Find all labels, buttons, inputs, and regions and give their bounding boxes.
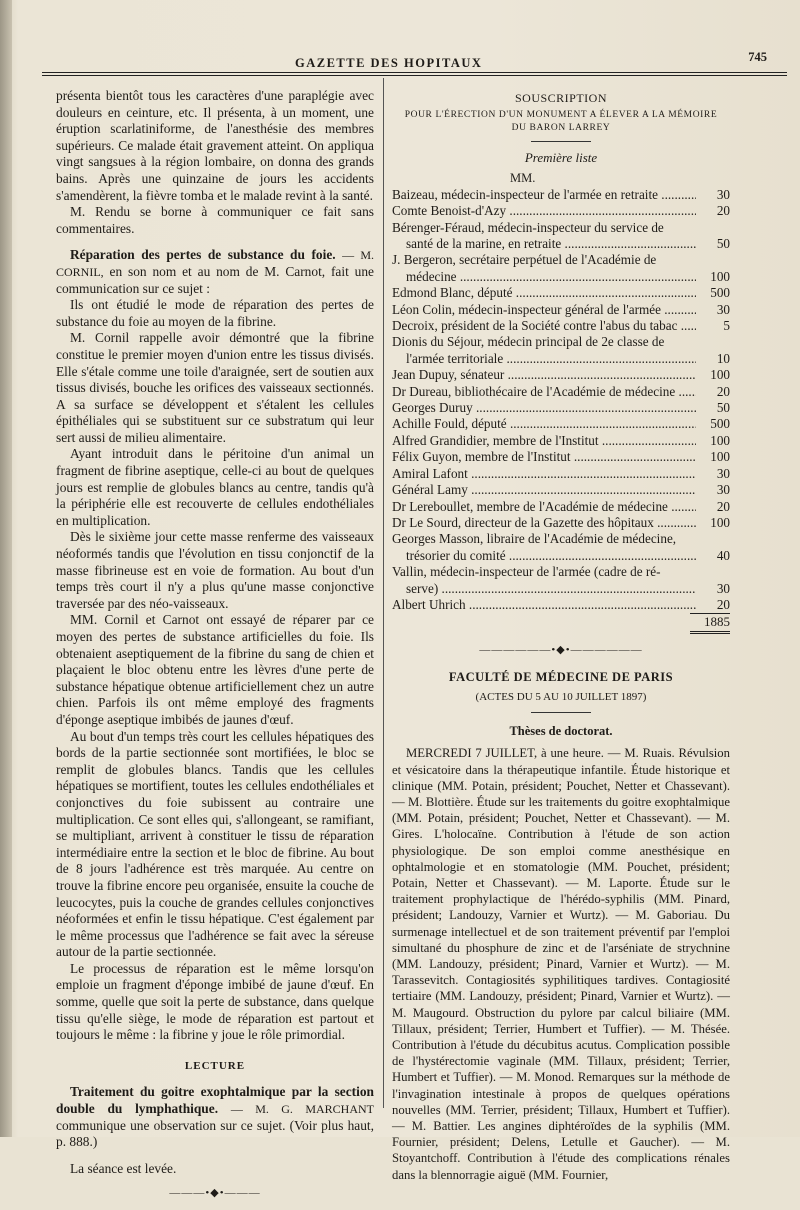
subscriber-name: J. Bergeron, secrétaire perpétuel de l'Académie de: [392, 252, 657, 268]
subscriber-row: [392, 384, 730, 400]
subscriber-amount: 30: [716, 482, 730, 498]
subscriber-amount: 30: [716, 186, 730, 202]
subscriber-name: Vallin, médecin-inspecteur de l'armée (cadre de ré-: [392, 564, 661, 580]
ornament-divider: ——————•◆•——————: [479, 643, 643, 656]
total-amount: 1885: [690, 613, 730, 634]
paragraph: Le processus de réparation est le même lorsqu'on emploie un fragment d'éponge imbibé de jaune d'œuf. En somme, quelle que soit la perte de substance, dans quelque tissu qu'elle siège, le mode de réparation est partout et toujours le même : la fibrine y joue le rôle primordial.: [56, 960, 374, 1043]
subscriber-name: Dionis du Séjour, médecin principal de 2e classe de: [392, 334, 665, 350]
subscriber-row: [392, 597, 730, 613]
paragraph: MM. Cornil et Carnot ont essayé de réparer par ce moyen des pertes de substance artificielles du foie. Ils obtenaient aseptiquement de la fibrine du sang de chien et plaçaient le bloc obtenu entre les lèvres d'une perte de substance hépatique obtenue artificiellement chez un autre chien. Parfois ils ont même employé des fragments d'éponge aseptique imbibés de jaunes d'œuf.: [56, 612, 374, 727]
subscriber-name: Général Lamy .....: [392, 482, 696, 498]
paragraph: La séance est levée.: [70, 1160, 177, 1176]
subscriber-row: [392, 400, 730, 416]
subscriber-row: [392, 564, 730, 580]
paragraph: Ils ont étudié le mode de réparation des pertes de substance du foie au moyen de la fibrine.: [56, 297, 374, 329]
page-number: 745: [748, 50, 767, 64]
subscriber-name-continued: l'armée territoriale .....: [406, 351, 696, 367]
subscriber-row: [392, 285, 730, 301]
subscriber-name: Félix Guyon, membre de l'Institut .....: [392, 449, 696, 465]
subscriber-amount: 10: [716, 350, 730, 366]
subscriber-amount: 5: [723, 318, 730, 334]
subscriber-row-continued: [392, 351, 730, 367]
subscriber-row: [392, 252, 730, 268]
subscriber-row-continued: [392, 548, 730, 564]
subscriber-amount: 20: [716, 383, 730, 399]
subscriber-list: [392, 187, 730, 614]
souscription-subtitle: POUR L'ÉRECTION D'UN MONUMENT A ÉLEVER A LA MÉMOIRE: [404, 109, 718, 120]
faculte-title: FACULTÉ DE MÉDECINE DE PARIS: [448, 669, 674, 684]
subscriber-row: [392, 318, 730, 334]
mm-label: MM.: [510, 171, 536, 186]
short-rule: [531, 712, 591, 713]
subscriber-name-continued: trésorier du comité .....: [406, 548, 696, 564]
subscriber-name: Jean Dupuy, sénateur .....: [392, 367, 696, 383]
subscriber-amount: 100: [710, 449, 730, 465]
page-binding-edge: [0, 0, 12, 1137]
subscriber-amount: 500: [710, 285, 730, 301]
header-rule: [42, 72, 787, 73]
subscriber-name: Decroix, président de la Société contre l'abus du tabac .....: [392, 318, 696, 334]
journal-title: GAZETTE DES HOPITAUX: [295, 56, 483, 70]
subscriber-name: Bérenger-Féraud, médecin-inspecteur du service de: [392, 219, 664, 235]
subscriber-row: [392, 220, 730, 236]
total-row: [392, 613, 730, 634]
souscription-subtitle-2: DU BARON LARREY: [511, 122, 611, 133]
section-heading-reparation: [56, 247, 374, 297]
subscriber-name: Dr Lereboullet, membre de l'Académie de médecine .....: [392, 499, 696, 515]
heading-author: — M. CORNIL,: [56, 248, 375, 279]
subscriber-row-continued: [392, 581, 730, 597]
right-column: [392, 90, 730, 1183]
subscriber-row: [392, 482, 730, 498]
subscriber-amount: 30: [716, 580, 730, 596]
subscriber-amount: 500: [710, 416, 730, 432]
souscription-title: SOUSCRIPTION: [514, 91, 607, 105]
theses-heading: Thèses de doctorat.: [509, 723, 613, 738]
subscriber-name: Georges Duruy .....: [392, 400, 696, 416]
ornament-divider: ———•◆•———: [169, 1187, 261, 1200]
subscriber-name: Dr Dureau, bibliothécaire de l'Académie de médecine .....: [392, 384, 696, 400]
subscriber-row: [392, 203, 730, 219]
subscriber-name: Alfred Grandidier, membre de l'Institut .....: [392, 433, 696, 449]
paragraph: M. Cornil rappelle avoir démontré que la fibrine constitue le premier moyen d'union entre les tissus divisés. Elle s'étale comme une toile d'araignée, sert de soutien aux tissus divisés, bouche les orifices des vaisseaux sectionnés. A sa surface se développent et s'étalent les cellules épithéliales qui se substituent sur ce substratum qui leur sert aussi de milieu alimentaire.: [56, 330, 374, 445]
paragraph: présenta bientôt tous les caractères d'une paraplégie avec douleurs en ceinture, etc. Il présenta, à un moment, une éruption scarlatiniforme, de l'anesthésie des membres supérieurs. Ce malade était gravement atteint. On appliqua vingt sangsues à la région lombaire, on donna des grands bains. Après une quinzaine de jours les accidents s'amendèrent, la fièvre tomba et le malade revint à la santé.: [56, 88, 374, 203]
subscriber-row: [392, 515, 730, 531]
paragraph: M. Rendu se borne à communiquer ce fait sans commentaires.: [56, 204, 374, 236]
subscriber-amount: 50: [716, 236, 730, 251]
paragraph: Dès le sixième jour cette masse renferme des vaisseaux néoformés tandis que l'évolution en tissu conjonctif de la masse fibrineuse est en voie de formation. Au bout d'un temps très court il n'y a plus qu'une masse conjonctive traversée par des néo-vaisseaux.: [56, 529, 374, 611]
subscriber-name-continued: serve) .....: [406, 581, 696, 597]
subscriber-amount: 100: [710, 432, 730, 448]
column-divider: [383, 78, 384, 1108]
left-column: [56, 88, 374, 1210]
subscriber-row: [392, 187, 730, 203]
subscriber-name: Léon Colin, médecin-inspecteur général de l'armée .....: [392, 302, 696, 318]
subscriber-name: Georges Masson, libraire de l'Académie de médecine,: [392, 531, 677, 547]
subscriber-row: [392, 466, 730, 482]
heading-rest: en son nom et au nom de M. Carnot, fait une communication sur ce sujet :: [56, 263, 374, 296]
subscriber-row: [392, 499, 730, 515]
paragraph: Ayant introduit dans le péritoine d'un animal un fragment de fibrine aseptique, celle-ci au bout de quelques jours est remplie de globules blancs au centre, tandis qu'à la périphérie elle est recouverte de cellules endothéliales en multiplication.: [56, 446, 374, 528]
subscriber-row: [392, 367, 730, 383]
subscriber-name: Achille Fould, député .....: [392, 416, 696, 432]
paragraph: Au bout d'un temps très court les cellules hépatiques des bords de la partie sectionnée sont mortifiées, le bloc se remplit de globules blancs. Tandis que les cellules hépatiques se mortifient, toutes les cellules endothéliales et conjonctives du foie subissent au contraire une multiplication. Ce sont elles qui, s'allongeant, se ramifiant, se multipliant, arrivent à constituer le tissu de réparation intermédiaire entre la section et le bloc de fibrine. Au bout de 8 jours l'adhérence est très marquée. Au centre on trouve la fibrine encore peu organisée, ensuite la couche de leucocytes, puis la couche de grandes cellules conjonctives néoformées et enfin le tissu hépatique. C'est également par le même processus que l'adhérence se fait avec la séreuse autour de la partie sectionnée.: [56, 728, 374, 960]
subscriber-name-continued: médecine .....: [406, 269, 696, 285]
subscriber-row: [392, 531, 730, 547]
lecture-heading: LECTURE: [184, 1059, 246, 1072]
subscriber-row-continued: [392, 269, 730, 285]
subscriber-amount: 40: [716, 547, 730, 563]
heading-title: Réparation des pertes de substance du foie.: [70, 247, 336, 263]
subscriber-row: [392, 302, 730, 318]
subscriber-amount: 20: [716, 203, 730, 219]
header-rule-thin: [42, 75, 787, 76]
subscriber-name: Dr Le Sourd, directeur de la Gazette des hôpitaux .....: [392, 515, 696, 531]
subscriber-name: Albert Uhrich .....: [392, 597, 696, 613]
subscriber-amount: 30: [716, 465, 730, 481]
subscriber-amount: 100: [710, 268, 730, 284]
subscriber-row-continued: [392, 236, 730, 252]
subscriber-row: [392, 449, 730, 465]
short-rule: [531, 141, 591, 142]
subscriber-amount: 50: [716, 400, 730, 416]
heading-title: Traitement du goitre exophtalmique par la section double du lymphathique.: [56, 1084, 374, 1117]
subscriber-amount: 20: [716, 498, 730, 514]
liste-heading: Première liste: [524, 149, 598, 165]
subscriber-name: Comte Benoist-d'Azy .....: [392, 203, 696, 219]
subscriber-row: [392, 433, 730, 449]
subscriber-amount: 100: [710, 514, 730, 530]
section-heading-goitre: [56, 1084, 374, 1150]
theses-text: MERCREDI 7 JUILLET, à une heure. — M. Ruais. Révulsion et vésicatoire dans la thérapeutique infantile. Étude historique et clinique (MM. Potain, président; Pouchet, Netter et Chassevant). — M. Blottière. Étude sur les traitements du goitre exophtalmique (MM. Potain, président; Pouchet, Netter et Chassevant). — M. Gires. L'holocaïne. Contribution à l'étude de son action physiologique. De son emploi comme anesthésique en ophtalmologie et en stomatologie (MM. Pouchet, président; Potain, Netter et Chassevant). — M. Laporte. Étude sur le traitement prophylactique de l'hérédo-syphilis (MM. Pinard, président; Landouzy, Varnier et Wurtz). — M. Gaboriau. Du surmenage intellectuel et de son traitement préventif par l'emploi simultané du phosphure de zinc et de l'arséniate de strychnine (MM. Landouzy, président; Pinard, Varnier et Wurtz). — M. Tarassevitch. Contagiosités syphilitiques tardives. Contagiosité tertiaire (MM. Landouzy, président; Pinard, Varnier et Wurtz). — M. Maugourd. Obstruction du pylore par calcul biliaire (MM. Tillaux, président; Terrier, Humbert et Tuffier). — M. Thésée. Contribution à l'étude du décubitus acutus. Complication possible de l'hystérectomie vaginale (MM. Tillaux, président; Terrier, Humbert et Tuffier). — M. Monod. Remarques sur la méthode de l'invagination intestinale à propos de quelques opérations nouvelles (MM. Terrier, président; Tillaux, Humbert et Tuffier). — M. Battier. Les angines diphtéroïdes de la syphilis (MM. Fournier, président; Delens, Letulle et Gaucher). — M. Stoyantchoff. Contribution à l'étude des complications rénales dans la blennorragie aiguë (MM. Fournier,: [392, 746, 730, 1182]
subscriber-name-continued: santé de la marine, en retraite .....: [406, 236, 696, 252]
subscriber-name: Edmond Blanc, député .....: [392, 285, 696, 301]
heading-rest: communique une observation sur ce sujet. (Voir plus haut, p. 888.): [56, 1117, 374, 1150]
faculte-subtitle: (ACTES DU 5 AU 10 JUILLET 1897): [475, 691, 647, 704]
subscriber-amount: 30: [716, 301, 730, 317]
subscriber-name: Amiral Lafont .....: [392, 466, 696, 482]
subscriber-row: [392, 416, 730, 432]
subscriber-amount: 20: [716, 596, 730, 612]
subscriber-row: [392, 334, 730, 350]
subscriber-name: Baizeau, médecin-inspecteur de l'armée en retraite .....: [392, 187, 696, 203]
subscriber-amount: 100: [710, 367, 730, 383]
heading-author: — M. G. MARCHANT: [230, 1102, 375, 1117]
